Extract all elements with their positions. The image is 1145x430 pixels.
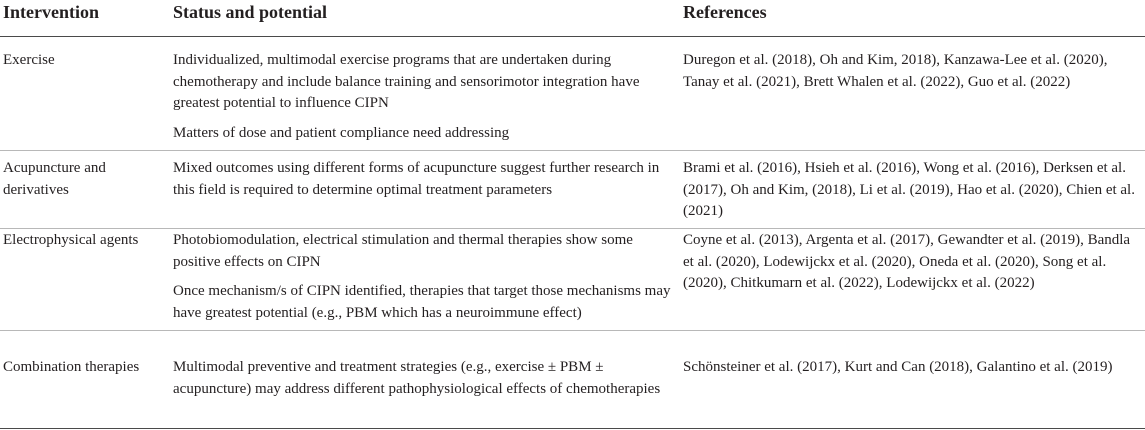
cell-references: Coyne et al. (2013), Argenta et al. (2017), Gewandter et al. (2019), Bandla et al. (2020), Lodewijckx et al. (2020), Oneda et al. (2020), Song et al. (2020), Chitkumarn et al. (2022), Lodewijckx et al. (2022) [683,232,1131,291]
cell-intervention: Electrophysical agents [3,232,139,248]
table-row-acupuncture [0,158,1145,229]
status-paragraph: Multimodal preventive and treatment strategies (e.g., exercise ± PBM ± acupuncture) may address different pathophysiological effects of chemotherapies [173,359,661,397]
table-bottom-rule [0,428,1145,429]
header-status: Status and potential [173,2,328,22]
table-header [0,0,1145,37]
status-paragraph: Matters of dose and patient compliance need addressing [173,124,510,141]
cell-references: Brami et al. (2016), Hsieh et al. (2016), Wong et al. (2016), Derksen et al. (2017), Oh and Kim, (2018), Li et al. (2019), Hao et al. (2020), Chien et al. (2021) [683,160,1135,219]
cell-references: Schönsteiner et al. (2017), Kurt and Can (2018), Galantino et al. (2019) [683,359,1113,375]
header-intervention: Intervention [3,2,99,22]
table-row-combination [0,357,1145,427]
status-paragraph: Photobiomodulation, electrical stimulation and thermal therapies show some positive effects on CIPN [173,232,633,270]
table-row-exercise [0,50,1145,151]
cell-status [173,158,673,201]
cell-status [173,357,673,400]
cell-intervention: Exercise [3,52,55,68]
header-references: References [683,2,767,22]
cell-intervention: Acupuncture and derivatives [3,160,106,198]
cell-status [173,50,673,144]
status-paragraph: Individualized, multimodal exercise programs that are undertaken during chemotherapy and include balance training and sensorimotor integration have greatest potential to influence CIPN [173,52,640,111]
cell-intervention: Combination therapies [3,359,140,375]
status-paragraph: Once mechanism/s of CIPN identified, therapies that target those mechanisms may have greatest potential (e.g., PBM which has a neuroimmune effect) [173,283,671,321]
cell-status [173,230,673,324]
cell-references: Duregon et al. (2018), Oh and Kim, 2018), Kanzawa-Lee et al. (2020), Tanay et al. (2021), Brett Whalen et al. (2022), Guo et al. (2022) [683,52,1108,90]
status-paragraph: Mixed outcomes using different forms of acupuncture suggest further research in this field is required to determine optimal treatment parameters [173,160,660,198]
table-row-electrophysical [0,230,1145,331]
